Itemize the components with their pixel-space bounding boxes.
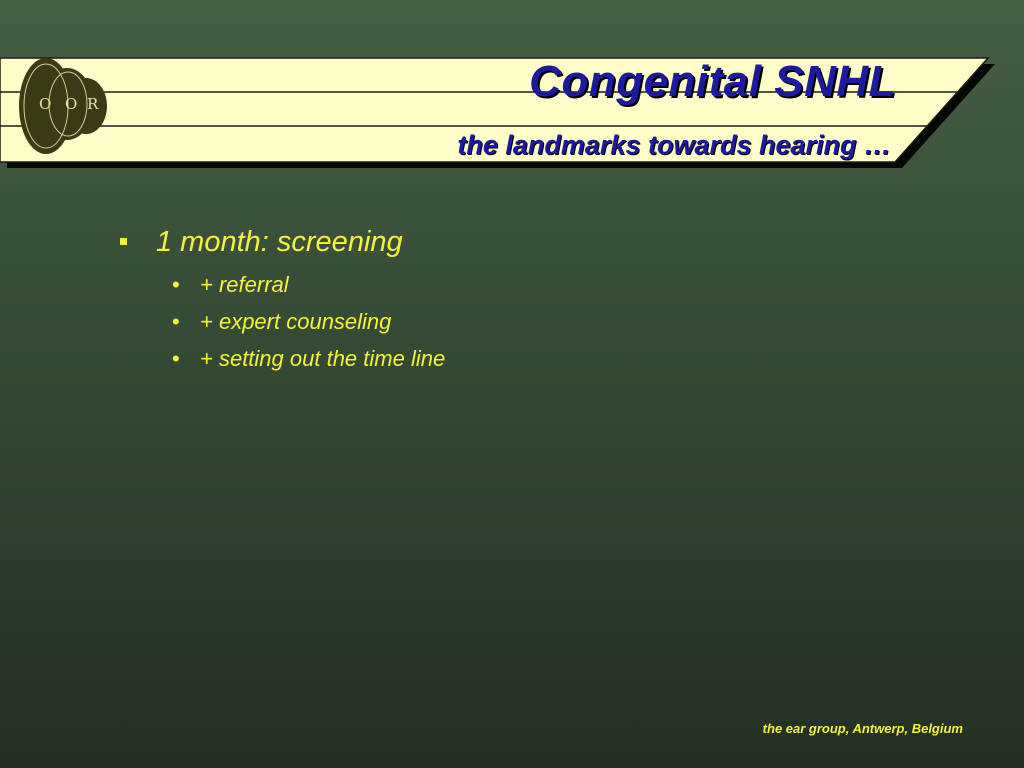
sub-bullet-item — [120, 346, 920, 383]
dot-bullet-icon: • — [172, 272, 180, 297]
slide-title: Congenital SNHL — [529, 57, 896, 106]
sub-bullet-text: + expert counseling — [200, 309, 392, 334]
logo-letter-o2: O — [65, 95, 78, 113]
sub-bullet-text: + setting out the time line — [200, 346, 446, 371]
sub-bullet-item — [120, 272, 920, 309]
sub-bullet-item — [120, 309, 920, 346]
bullet-text: 1 month: screening — [156, 226, 403, 258]
slide-subtitle: the landmarks towards hearing … — [457, 130, 891, 160]
slide-footer: the ear group, Antwerp, Belgium — [762, 721, 963, 736]
sub-bullet-text: + referral — [200, 272, 289, 297]
logo-letter-o1: O — [39, 95, 52, 113]
square-bullet-icon — [120, 238, 127, 245]
bullet-item — [120, 226, 920, 266]
bullet-list — [120, 226, 920, 383]
sub-bullet-list — [120, 272, 920, 383]
dot-bullet-icon: • — [172, 346, 180, 371]
title-banner — [0, 0, 1024, 200]
dot-bullet-icon: • — [172, 309, 180, 334]
logo-letter-r: R — [87, 95, 99, 113]
